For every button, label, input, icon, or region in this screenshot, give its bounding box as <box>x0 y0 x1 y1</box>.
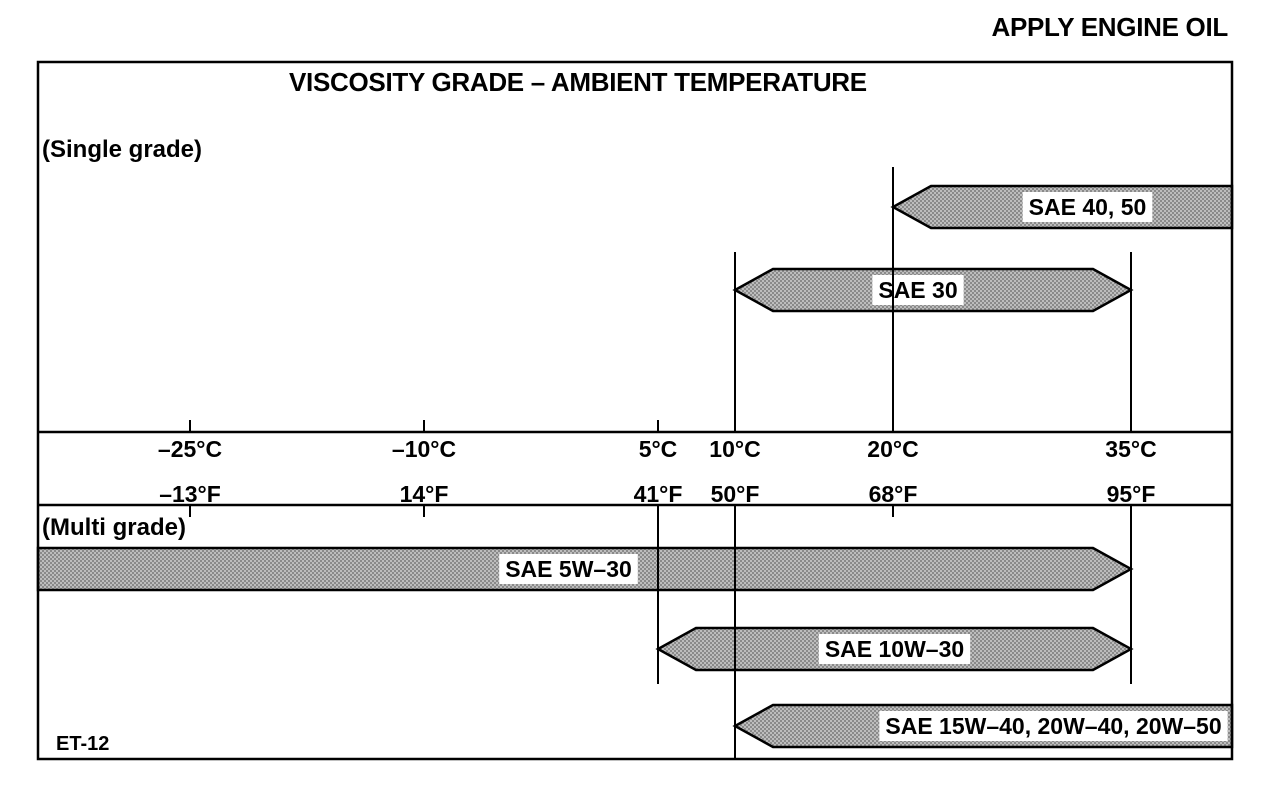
band-sae-15w-40-20w-40-20w-50-label: SAE 15W–40, 20W–40, 20W–50 <box>885 713 1222 739</box>
figure-code: ET-12 <box>56 733 110 755</box>
chart-title: VISCOSITY GRADE – AMBIENT TEMPERATURE <box>289 67 867 97</box>
fahrenheit-tick-label: 41°F <box>633 481 683 507</box>
fahrenheit-tick-label: 95°F <box>1106 481 1156 507</box>
single-grade-label: (Single grade) <box>42 136 203 163</box>
band-sae-40-50-label: SAE 40, 50 <box>1028 194 1147 220</box>
apply-engine-oil-heading: APPLY ENGINE OIL <box>991 12 1228 42</box>
celsius-tick-label: –10°C <box>391 436 457 462</box>
celsius-tick-label: 20°C <box>867 436 919 462</box>
fahrenheit-tick-label: 50°F <box>710 481 760 507</box>
celsius-tick-label: 35°C <box>1105 436 1157 462</box>
fahrenheit-tick-label: –13°F <box>159 481 221 507</box>
band-sae-30-label: SAE 30 <box>878 277 958 303</box>
fahrenheit-tick-label: 68°F <box>868 481 918 507</box>
celsius-tick-label: 10°C <box>709 436 761 462</box>
multi-grade-label: (Multi grade) <box>42 514 186 541</box>
celsius-tick-label: 5°C <box>638 436 678 462</box>
fahrenheit-tick-label: 14°F <box>399 481 449 507</box>
band-sae-5w-30-label: SAE 5W–30 <box>505 556 632 582</box>
band-sae-10w-30-label: SAE 10W–30 <box>824 636 965 662</box>
celsius-tick-label: –25°C <box>157 436 223 462</box>
